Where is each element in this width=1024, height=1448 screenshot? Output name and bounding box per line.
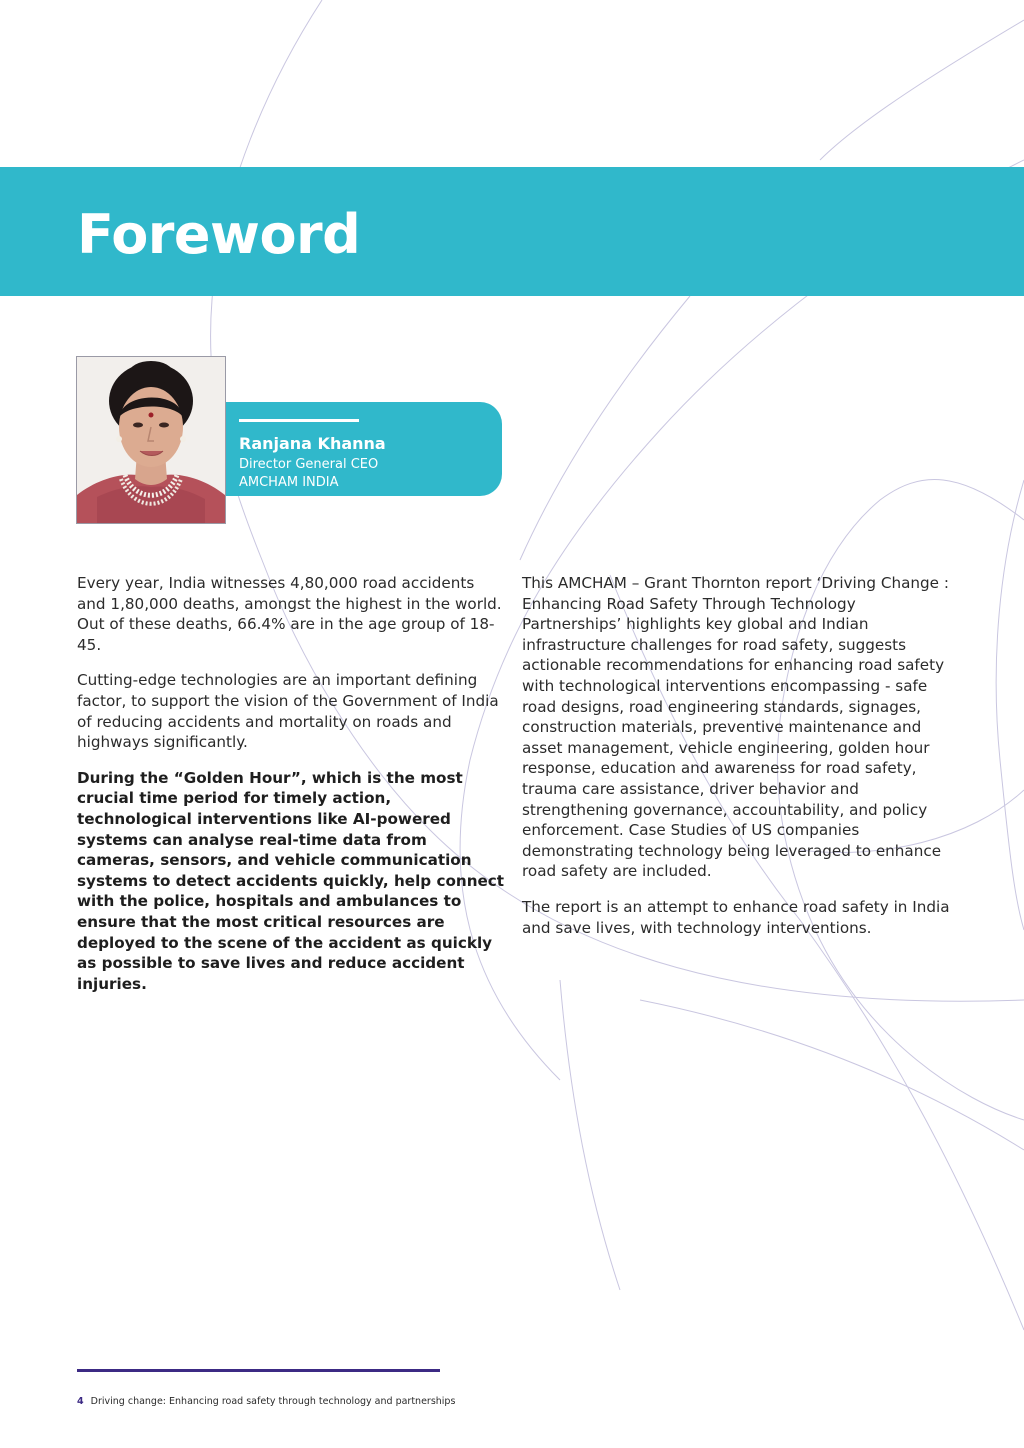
curve-9 [640,1000,1024,1150]
right-column [522,573,952,953]
paragraph-technologies: Cutting-edge technologies are an important defining factor, to support the vision of the Government of India of reducing accidents and mortality on roads and highways significantly. [77,671,499,752]
portrait-photo [76,356,226,524]
left-column [77,573,507,1009]
profile-organization: AMCHAM INDIA [239,475,339,490]
profile-role: Director General CEO [239,457,379,472]
profile-name: Ranjana Khanna [239,434,386,453]
profile-divider [239,419,359,422]
footer [77,1396,455,1407]
portrait-illustration [77,357,225,523]
paragraph-golden-hour: During the “Golden Hour”, which is the most crucial time period for timely action, technological interventions like AI-powered systems can analyse real-time data from cameras, sensors, and vehicle communication systems to detect accidents quickly, help connect with the police, hospitals and ambulances to ensure that the most critical resources are deployed to the scene of the accident as quickly as possible to save lives and reduce accident injuries. [77,768,505,993]
curve-8 [560,980,620,1290]
curve-10 [996,480,1024,930]
paragraph-road-accidents: Every year, India witnesses 4,80,000 road accidents and 1,80,000 deaths, amongst the highest in the world. Out of these deaths, 66.4% are in the age group of 18-45. [77,574,502,654]
paragraph-report-summary: This AMCHAM – Grant Thornton report ‘Driving Change : Enhancing Road Safety Through Technology Partnerships’ highlights key global and Indian infrastructure challenges for road safety, suggests actionable recommendations for enhancing road safety with technological interventions encompassing - safe road designs, road engineering standards, signages, construction materials, preventive maintenance and asset management, vehicle engineering, golden hour response, education and awareness for road safety, trauma care assistance, driver behavior and strengthening governance, accountability, and policy enforcement. Case Studies of US companies demonstrating technology being leveraged to enhance road safety are included. [522,574,949,881]
page-number: 4 [77,1396,84,1407]
footer-divider [77,1369,440,1372]
curve-4 [520,296,690,560]
footer-text: Driving change: Enhancing road safety through technology and partnerships [90,1396,456,1407]
page-title: Foreword [77,203,361,266]
paragraph-report-attempt: The report is an attempt to enhance road safety in India and save lives, with technology interventions. [522,897,950,937]
curve-2 [820,20,1024,160]
